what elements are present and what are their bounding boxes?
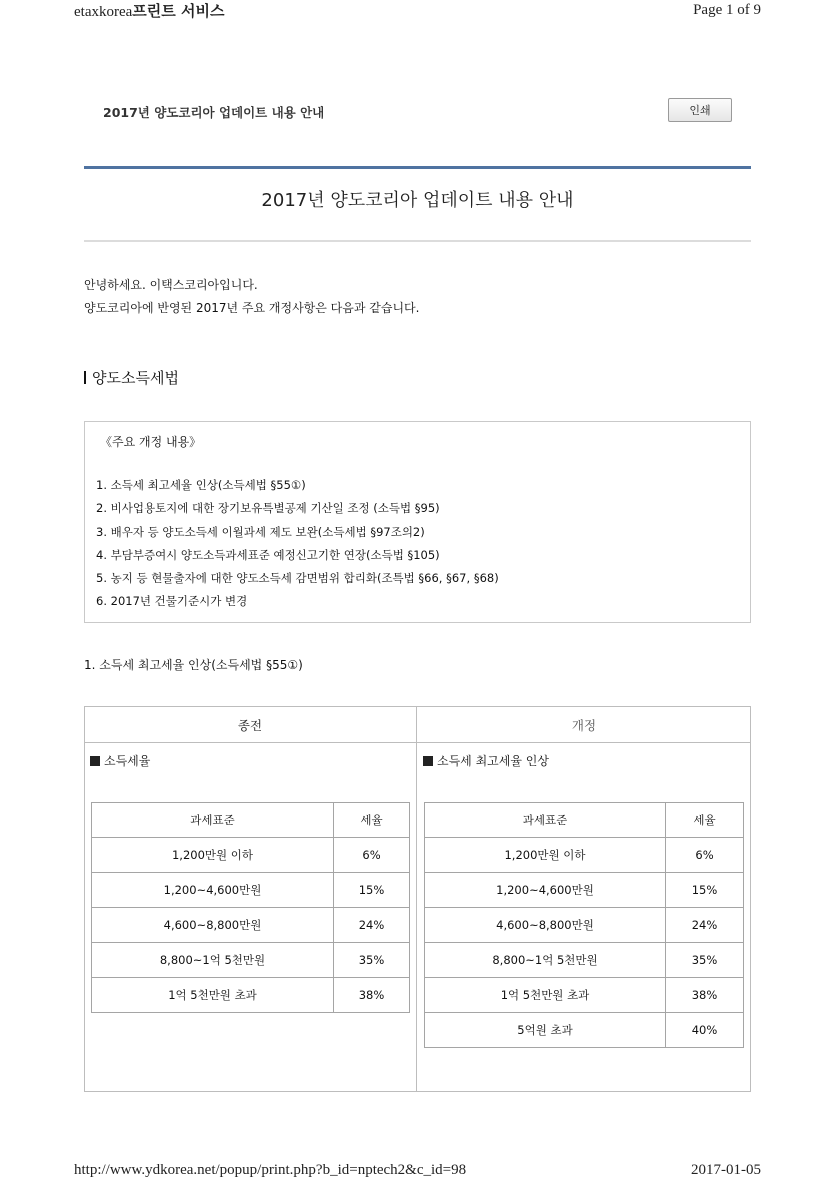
col-header-base: 과세표준 [92,803,334,838]
before-label [90,752,150,769]
rate-cell: 6% [666,838,744,873]
rate-cell: 24% [334,908,410,943]
title-top-rule [84,166,751,169]
after-rate-table [424,802,744,1048]
square-bullet-icon [90,756,100,766]
table-row [425,873,744,908]
intro-line: 안녕하세요. 이택스코리아입니다. [84,278,258,292]
before-label-text: 소득세율 [104,754,151,768]
summary-item: 3. 배우자 등 양도소득세 이월과세 제도 보완(소득세법 §97조의2) [96,524,425,539]
table-row [92,978,410,1013]
base-cell: 1,200~4,600만원 [92,873,334,908]
base-cell: 4,600~8,800만원 [92,908,334,943]
page-number: Page 1 of 9 [693,2,761,18]
before-rate-table [91,802,410,1013]
rate-cell: 35% [334,943,410,978]
summary-list [96,474,499,614]
after-label [423,752,549,769]
section-bar [84,371,86,384]
site-name: etaxkorea [74,4,133,20]
base-cell: 5억원 초과 [425,1013,666,1048]
table-row [92,943,410,978]
section-heading-text: 양도소득세법 [92,369,179,387]
base-cell: 8,800~1억 5천만원 [425,943,666,978]
after-header: 개정 [571,718,597,733]
summary-title: 《주요 개정 내용》 [100,435,202,449]
before-header: 종전 [237,718,263,733]
rate-cell: 38% [666,978,744,1013]
after-label-text: 소득세 최고세율 인상 [437,754,549,768]
base-cell: 1억 5천만원 초과 [92,978,334,1013]
table-row [425,838,744,873]
table-row [425,1013,744,1048]
summary-item: 4. 부담부증여시 양도소득과세표준 예정신고기한 연장(소득법 §105) [96,547,440,562]
rate-cell: 15% [334,873,410,908]
article-title: 2017년 양도코리아 업데이트 내용 안내 [261,190,574,211]
col-header-base: 과세표준 [425,803,666,838]
toolbar-title: 2017년 양도코리아 업데이트 내용 안내 [103,105,325,120]
comparison-header-line [84,742,751,743]
base-cell: 1,200~4,600만원 [425,873,666,908]
table-row [425,978,744,1013]
square-bullet-icon [423,756,433,766]
rate-cell: 40% [666,1013,744,1048]
table-row [92,908,410,943]
print-button[interactable]: 인쇄 [668,98,732,122]
table-header-row [425,803,744,838]
rate-cell: 15% [666,873,744,908]
summary-item: 1. 소득세 최고세율 인상(소득세법 §55①) [96,478,306,492]
table-header-row [92,803,410,838]
rate-cell: 38% [334,978,410,1013]
base-cell: 1억 5천만원 초과 [425,978,666,1013]
summary-item: 6. 2017년 건물기준시가 변경 [96,594,248,609]
rate-cell: 24% [666,908,744,943]
intro-text [84,274,419,320]
section-heading [84,367,179,388]
base-cell: 1,200만원 이하 [92,838,334,873]
col-header-rate: 세율 [334,803,410,838]
sub-heading: 1. 소득세 최고세율 인상(소득세법 §55①) [84,658,303,672]
footer-date: 2017-01-05 [691,1162,761,1178]
summary-item: 2. 비사업용토지에 대한 장기보유특별공제 기산일 조정 (소득법 §95) [96,501,440,516]
summary-item: 5. 농지 등 현물출자에 대한 양도소득세 감면범위 합리화(조특법 §66, §67, §68) [96,571,499,586]
base-cell: 4,600~8,800만원 [425,908,666,943]
page-header-left [74,0,224,21]
table-row [92,838,410,873]
service-name: 프린트 서비스 [132,2,225,20]
table-row [92,873,410,908]
table-row [425,943,744,978]
intro-line: 양도코리아에 반영된 2017년 주요 개정사항은 다음과 같습니다. [84,301,420,315]
col-header-rate: 세율 [666,803,744,838]
comparison-divider [416,706,417,1092]
rate-cell: 6% [334,838,410,873]
footer-url: http://www.ydkorea.net/popup/print.php?b_id=nptech2&c_id=98 [74,1162,467,1178]
title-bottom-rule [84,240,751,242]
base-cell: 8,800~1억 5천만원 [92,943,334,978]
table-row [425,908,744,943]
base-cell: 1,200만원 이하 [425,838,666,873]
rate-cell: 35% [666,943,744,978]
